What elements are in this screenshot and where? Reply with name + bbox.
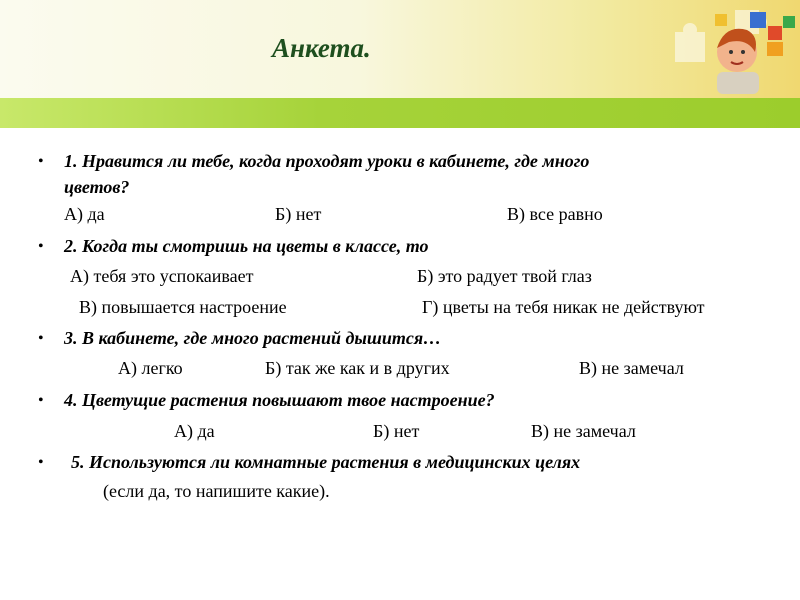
question-1-text-line1: 1. Нравится ли тебе, когда проходят уроки в кабинете, где много — [64, 151, 590, 171]
page-title: Анкета. — [272, 33, 371, 63]
question-4-option-a: А) да — [174, 421, 215, 441]
child-icon — [717, 29, 759, 94]
accent-bar — [0, 98, 800, 128]
question-3-option-c: В) не замечал — [579, 358, 684, 378]
bullet-marker: • — [38, 153, 44, 170]
question-2-option-a: А) тебя это успокаивает — [70, 266, 254, 286]
question-5-text: 5. Используются ли комнатные растения в медицинских целях — [71, 452, 581, 472]
bullet-marker: • — [38, 238, 44, 255]
question-2-option-b: Б) это радует твой глаз — [417, 266, 592, 286]
question-1-option-b: Б) нет — [275, 204, 322, 224]
puzzle-child-decoration — [655, 2, 800, 98]
question-4-option-b: Б) нет — [373, 421, 420, 441]
question-3-text: 3. В кабинете, где много растений дышится… — [64, 328, 442, 348]
question-4-option-c: В) не замечал — [531, 421, 636, 441]
bullet-marker: • — [38, 454, 44, 471]
question-1-option-a: А) да — [64, 204, 105, 224]
question-4-text: 4. Цветущие растения повышают твое настроение? — [64, 390, 495, 410]
bullet-marker: • — [38, 330, 44, 347]
question-1-text-line2: цветов? — [64, 177, 130, 197]
question-3-option-a: А) легко — [118, 358, 183, 378]
question-2-option-c: В) повышается настроение — [79, 297, 287, 317]
question-3-option-b: Б) так же как и в других — [265, 358, 450, 378]
question-5-note: (если да, то напишите какие). — [103, 481, 330, 501]
question-2-option-d: Г) цветы на тебя никак не действуют — [422, 297, 705, 317]
question-2-text: 2. Когда ты смотришь на цветы в классе, то — [64, 236, 429, 256]
bullet-marker: • — [38, 392, 44, 409]
question-1-option-c: В) все равно — [507, 204, 603, 224]
